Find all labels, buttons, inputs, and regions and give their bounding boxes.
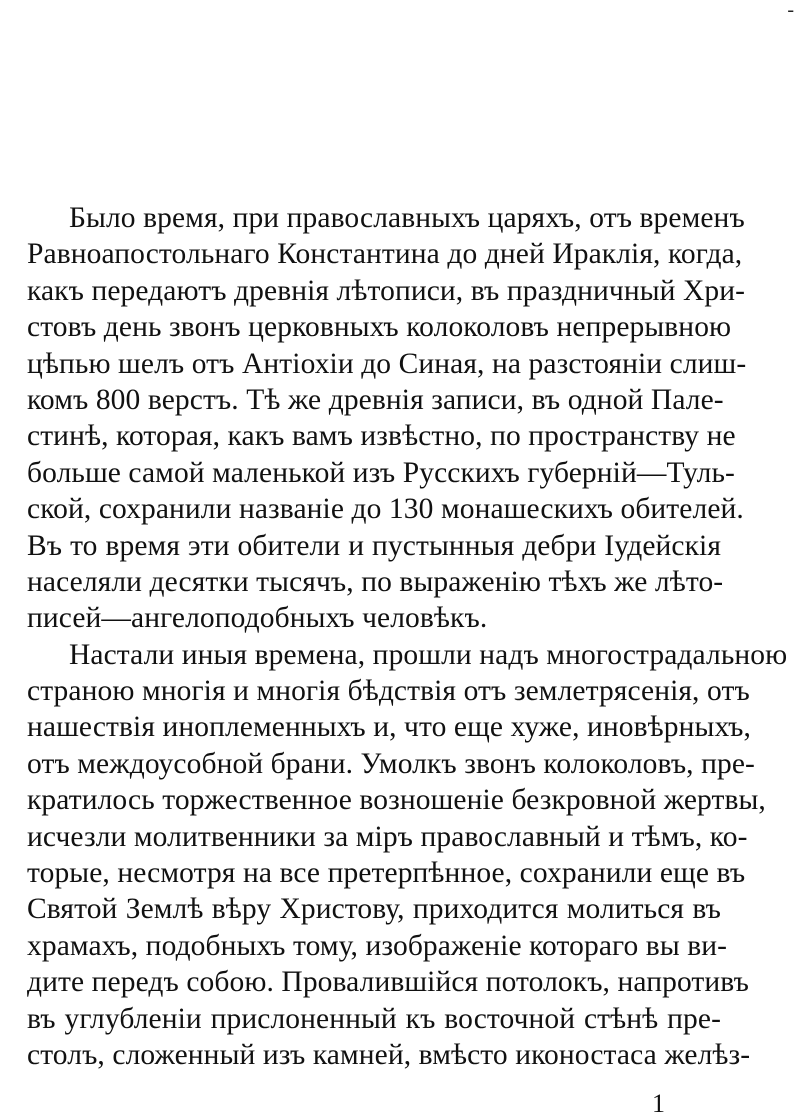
text-line: храмахъ, подобныхъ тому, изображеніе котораго вы ви-: [27, 929, 728, 962]
text-line: Было время, при православныхъ царяхъ, отъ временъ: [69, 202, 745, 234]
text-line: исчезли молитвенники за міръ православный и тѣмъ, ко-: [27, 820, 748, 853]
text-line: стовъ день звонъ церковныхъ колоколовъ непрерывною: [27, 311, 732, 344]
text-line: больше самой маленькой изъ Русскихъ губерній—Туль-: [27, 456, 735, 489]
text-line: Святой Землѣ вѣру Христову, приходится молиться въ: [27, 893, 721, 926]
text-line: населяли десятки тысячъ, по выраженію тѣхъ же лѣто-: [27, 565, 724, 598]
text-line: ской, сохранили названіе до 130 монашескихъ обителей.: [27, 493, 744, 526]
page-number: 1: [652, 1089, 665, 1118]
text-line: Настали иныя времена, прошли надъ многострадальною: [69, 638, 788, 671]
text-line: отъ междоусобной брани. Умолкъ звонъ колоколовъ, пре-: [27, 747, 755, 780]
text-line: Въ то время эти обители и пустынныя дебри Іудейскія: [27, 529, 721, 562]
text-line: комъ 800 верстъ. Тѣ же древнія записи, въ одной Пале-: [27, 383, 724, 416]
paragraph-1: [27, 200, 747, 637]
text-line: въ углубленіи прислоненный къ восточной стѣнѣ пре-: [27, 1002, 721, 1035]
text-line: Равноапостольнаго Константина до дней Ираклія, когда,: [27, 238, 743, 271]
text-line: цѣпью шелъ отъ Антіохіи до Синая, на разстояніи слиш-: [27, 347, 747, 380]
text-line: дите передъ собою. Провалившійся потолокъ, напротивъ: [27, 966, 749, 999]
text-line: столъ, сложенный изъ камней, вмѣсто иконостаса желѣз-: [27, 1038, 751, 1071]
paragraph-2: [27, 637, 788, 1074]
text-line: торые, несмотря на все претерпѣнное, сохранили еще въ: [27, 857, 746, 890]
text-line: кратилось торжественное возношеніе безкровной жертвы,: [27, 784, 766, 817]
text-line: писей—ангелоподобныхъ человѣкъ.: [27, 602, 488, 635]
text-line: стинѣ, которая, какъ вамъ извѣстно, по пространству не: [27, 420, 736, 453]
body-text: [27, 200, 788, 1073]
text-line: какъ передаютъ древнія лѣтописи, въ праздничный Хри-: [27, 274, 746, 307]
text-line: страною многія и многія бѣдствія отъ землетрясенія, отъ: [27, 675, 750, 708]
text-line: нашествія иноплеменныхъ и, что еще хуже, иновѣрныхъ,: [27, 711, 752, 744]
edge-mark: -: [787, 0, 794, 21]
